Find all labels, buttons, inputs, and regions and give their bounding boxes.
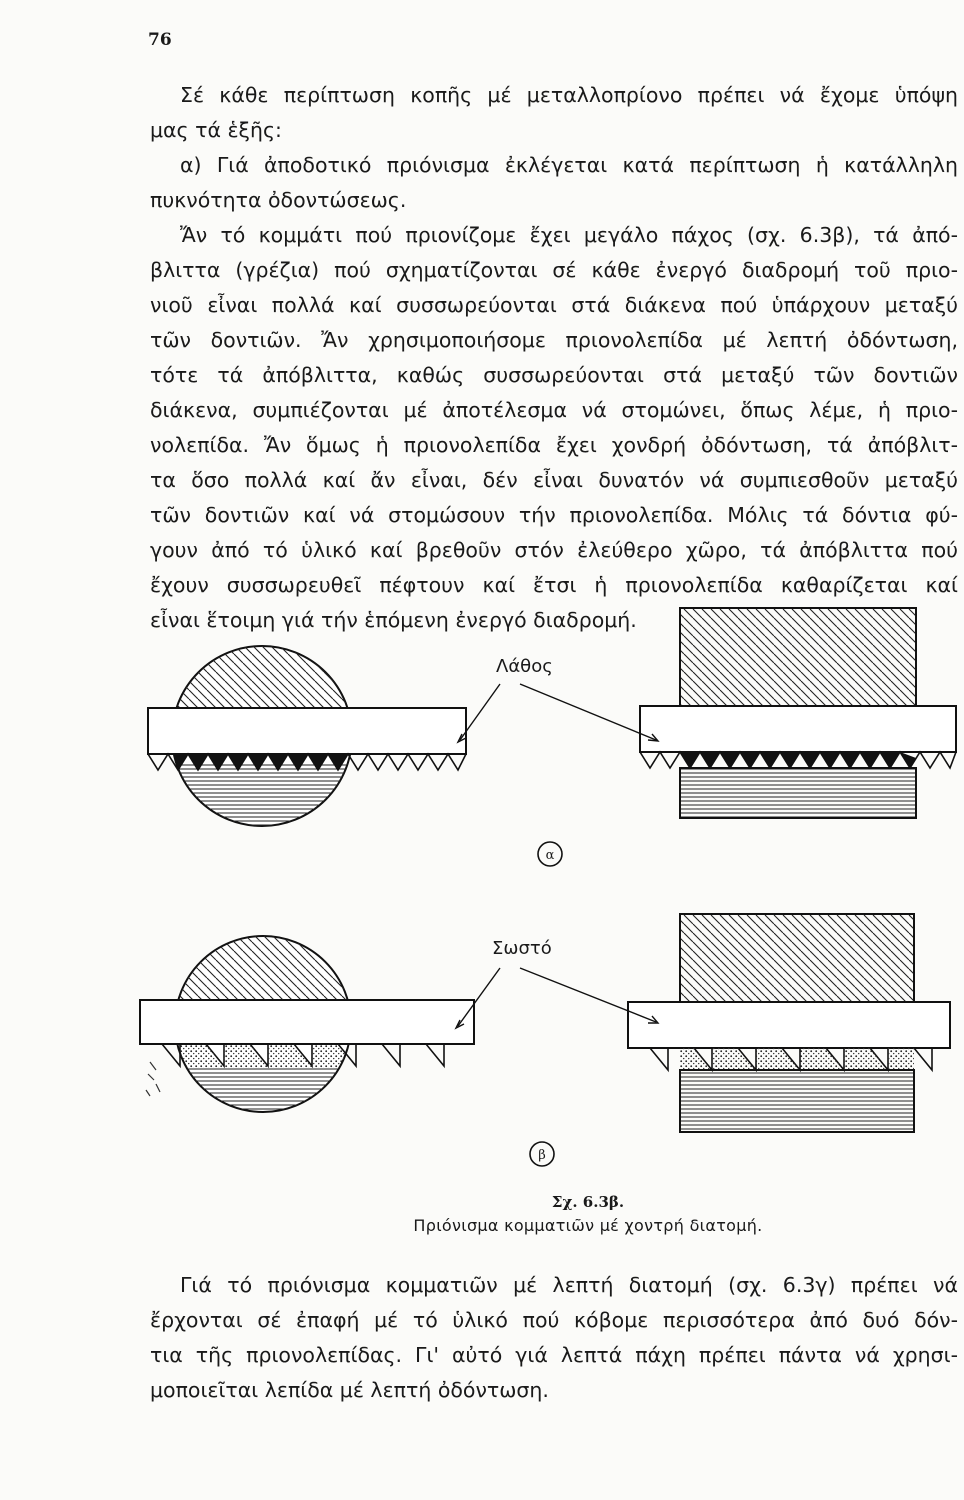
body-paragraph-1 — [150, 78, 958, 638]
text-line: τα ὅσο πολλά καί ἄν εἶναι, δέν εἶναι δυνατόν νά συμπιεσθοῦν μεταξύ — [150, 468, 958, 492]
text-line: πυκνότητα ὀδοντώσεως. — [150, 188, 407, 212]
text-line: νολεπίδα. Ἄν ὅμως ἡ πριονολεπίδα ἔχει χονδρή ὀδόντωση, τά ἀπόβλιτ- — [150, 433, 958, 457]
text-line: βλιττα (γρέζια) πού σχηματίζονται σέ κάθε ἐνεργό διαδρομή τοῦ πριο- — [150, 258, 958, 282]
leader-line — [520, 684, 656, 740]
text-line: διάκενα, συμπιέζονται μέ ἀποτέλεσμα νά στομώνει, ὅπως λέμε, ἡ πριο- — [150, 398, 958, 422]
text-line: τια τῆς πριονολεπίδας. Γι' αὐτό γιά λεπτά πάχη πρέπει πάντα νά χρησι- — [150, 1343, 958, 1367]
text-line: ἔχουν συσσωρευθεῖ πέφτουν καί ἔτσι ἡ πριονολεπίδα καθαρίζεται καί — [150, 573, 958, 597]
leader-line — [458, 968, 500, 1026]
saw-blade-figure — [0, 600, 964, 1260]
text-line: μας τά ἑξῆς: — [150, 118, 282, 142]
subfigure-label-a: α — [545, 848, 555, 863]
text-line: Σέ κάθε περίπτωση κοπῆς μέ μεταλλοπρίονο πρέπει νά ἔχομε ὑπόψη — [180, 83, 958, 107]
text-line: μοποιεῖται λεπίδα μέ λεπτή ὀδόντωση. — [150, 1378, 549, 1402]
text-line: τότε τά ἀπόβλιττα, καθώς συσσωρεύονται στά μεταξύ τῶν δοντιῶν — [150, 363, 958, 387]
leader-line — [520, 968, 656, 1022]
text-line: γουν ἀπό τό ὑλικό καί βρεθοῦν στόν ἐλεύθερο χῶρο, τά ἀπόβλιττα πού — [150, 538, 958, 562]
text-line: Ἄν τό κομμάτι πού πριονίζομε ἔχει μεγάλο πάχος (σχ. 6.3β), τά ἀπό- — [180, 223, 958, 247]
text-line: τῶν δοντιῶν. Ἄν χρησιμοποιήσομε πριονολεπίδα μέ λεπτή ὀδόντωση, — [150, 328, 958, 352]
round-bar-fine-teeth — [148, 640, 466, 836]
text-line: νιοῦ εἶναι πολλά καί συσσωρεύονται στά διάκενα πού ὑπάρχουν μεταξύ — [150, 293, 958, 317]
text-line: τῶν δοντιῶν καί νά στομώσουν τήν πριονολεπίδα. Μόλις τά δόντια φύ- — [150, 503, 958, 527]
text-line: α) Γιά ἀποδοτικό πριόνισμα ἐκλέγεται κατά περίπτωση ἡ κατάλληλη — [180, 153, 958, 177]
label-wrong: Λάθος — [496, 656, 553, 677]
text-line: εἶναι ἕτοιμη γιά τήν ἑπόμενη ἐνεργό διαδρομή. — [150, 608, 637, 632]
figure-number: Σχ. 6.3β. — [551, 1193, 625, 1211]
figure-caption: Πριόνισμα κομματιῶν μέ χοντρή διατομή. — [413, 1216, 763, 1235]
flat-bar-coarse-teeth — [628, 914, 950, 1132]
body-paragraph-2 — [150, 1268, 958, 1408]
round-bar-coarse-teeth — [140, 930, 474, 1118]
text-line: ἔρχονται σέ ἐπαφή μέ τό ὑλικό πού κόβομε περισσότερα ἀπό δυό δόν- — [150, 1308, 958, 1332]
flat-bar-fine-teeth — [640, 608, 956, 818]
label-right: Σωστό — [492, 938, 552, 959]
text-line: Γιά τό πριόνισμα κομματιῶν μέ λεπτή διατομή (σχ. 6.3γ) πρέπει νά — [180, 1273, 958, 1297]
subfigure-label-b: β — [538, 1148, 546, 1163]
page-number: 76 — [148, 30, 172, 50]
